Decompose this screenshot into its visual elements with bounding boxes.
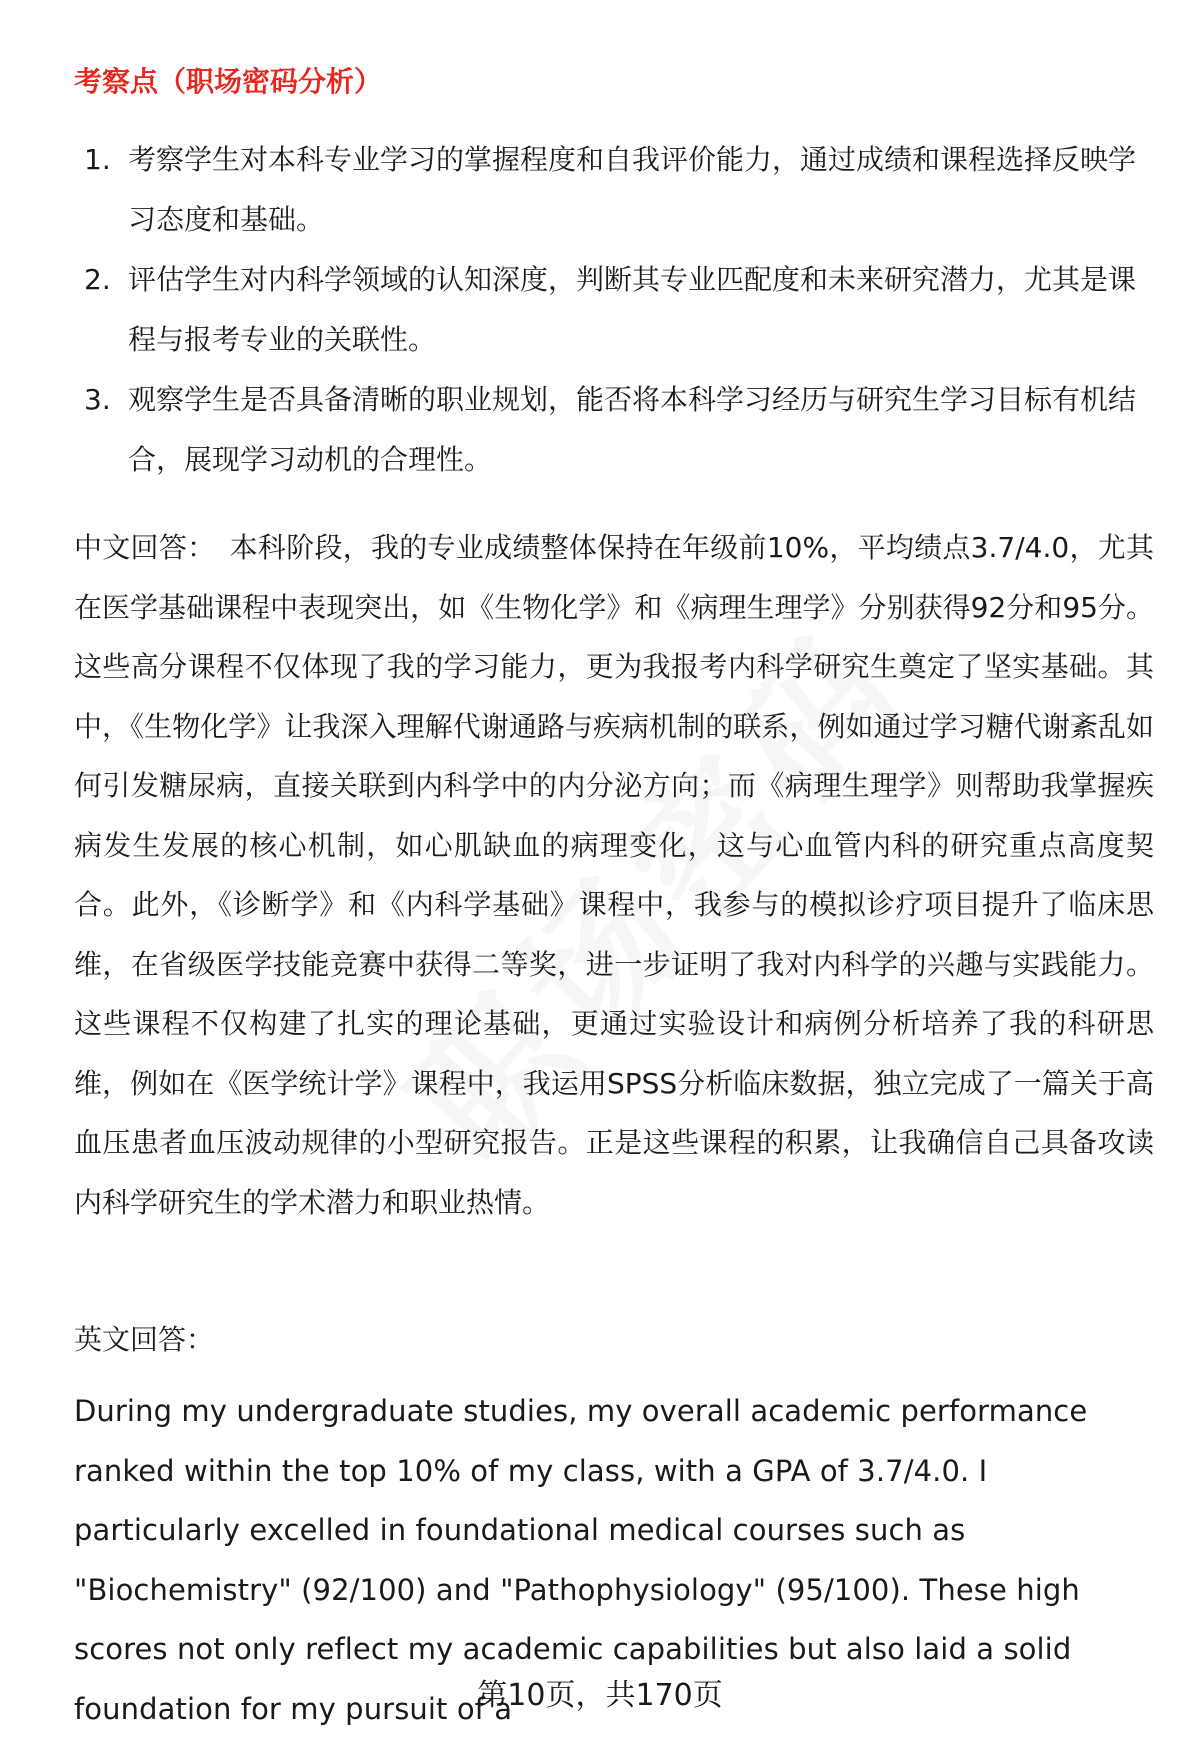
list-item-number: 2. (84, 263, 111, 296)
chinese-answer (74, 518, 1154, 1232)
list-item-number: 1. (84, 143, 111, 176)
list-item (74, 250, 1154, 370)
analysis-points-list (74, 130, 1154, 490)
list-item-number: 3. (84, 383, 111, 416)
list-item-text: 考察学生对本科专业学习的掌握程度和自我评价能力，通过成绩和课程选择反映学习态度和基础。 (128, 143, 1137, 236)
english-answer-text: During my undergraduate studies, my overall academic performance ranked within the top 10% of my class, with a GPA of 3.7/4.0. I particularly excelled in foundational medical courses such as "Biochemistry" (92/100) and "Pathophysiology" (95/100). These high scores not only reflect my academic capabilities but also laid a solid foundation for my pursuit of a (74, 1394, 1088, 1726)
list-item-text: 观察学生是否具备清晰的职业规划，能否将本科学习经历与研究生学习目标有机结合，展现学习动机的合理性。 (128, 383, 1137, 476)
chinese-answer-label: 中文回答： (74, 531, 216, 564)
chinese-answer-text: 本科阶段，我的专业成绩整体保持在年级前10%，平均绩点3.7/4.0，尤其在医学基础课程中表现突出，如《生物化学》和《病理生理学》分别获得92分和95分。这些高分课程不仅体现了我的学习能力，更为我报考内科学研究生奠定了坚实基础。其中，《生物化学》让我深入理解代谢通路与疾病机制的联系，例如通过学习糖代谢紊乱如何引发糖尿病，直接关联到内科学中的内分泌方向；而《病理生理学》则帮助我掌握疾病发生发展的核心机制，如心肌缺血的病理变化，这与心血管内科的研究重点高度契合。此外，《诊断学》和《内科学基础》课程中，我参与的模拟诊疗项目提升了临床思维，在省级医学技能竞赛中获得二等奖，进一步证明了我对内科学的兴趣与实践能力。这些课程不仅构建了扎实的理论基础，更通过实验设计和病例分析培养了我的科研思维，例如在《医学统计学》课程中，我运用SPSS分析临床数据，独立完成了一篇关于高血压患者血压波动规律的小型研究报告。正是这些课程的积累，让我确信自己具备攻读内科学研究生的学术潜力和职业热情。 (74, 531, 1154, 1219)
english-answer-label: 英文回答： (74, 1323, 215, 1356)
list-item (74, 370, 1154, 490)
list-item (74, 130, 1154, 250)
page-footer: 第10页，共170页 (477, 1678, 723, 1713)
list-item-text: 评估学生对内科学领域的认知深度，判断其专业匹配度和未来研究潜力，尤其是课程与报考专业的关联性。 (128, 263, 1137, 356)
section-title: 考察点（职场密码分析） (74, 65, 383, 98)
